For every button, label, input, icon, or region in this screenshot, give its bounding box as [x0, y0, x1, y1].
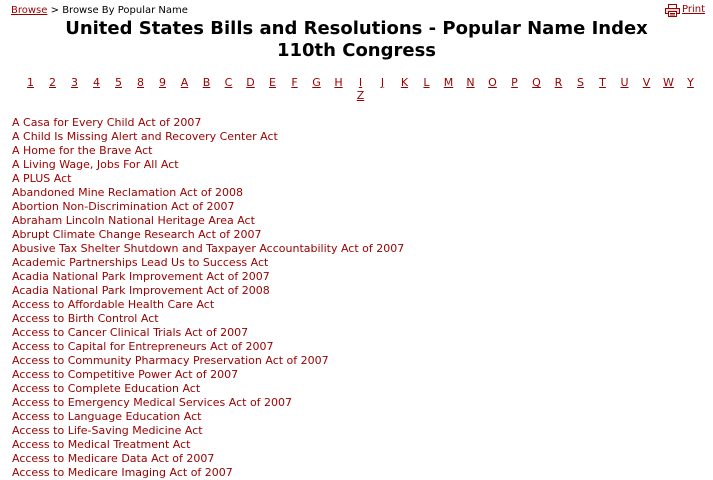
list-item — [12, 438, 404, 452]
alpha-index-link[interactable]: K — [400, 76, 409, 89]
list-item — [12, 256, 404, 270]
act-link[interactable]: A Home for the Brave Act — [12, 144, 153, 157]
act-link[interactable]: Access to Medicare Imaging Act of 2007 — [12, 466, 233, 479]
list-item — [12, 368, 404, 382]
list-item — [12, 354, 404, 368]
list-item — [12, 116, 404, 130]
list-item — [12, 270, 404, 284]
list-item — [12, 130, 404, 144]
act-link[interactable]: Acadia National Park Improvement Act of 2008 — [12, 284, 270, 297]
act-link[interactable]: Access to Language Education Act — [12, 410, 202, 423]
alpha-index-link[interactable]: L — [423, 76, 430, 89]
alpha-index-nav — [19, 76, 702, 102]
list-item — [12, 326, 404, 340]
list-item — [12, 312, 404, 326]
alpha-index-link[interactable]: 1 — [27, 76, 34, 89]
alpha-index-link[interactable]: 8 — [137, 76, 144, 89]
alpha-index-link[interactable]: A — [180, 76, 189, 89]
alpha-index-link[interactable]: B — [202, 76, 211, 89]
act-link[interactable]: Access to Cancer Clinical Trials Act of 2007 — [12, 326, 249, 339]
list-item — [12, 228, 404, 242]
print-link[interactable] — [665, 3, 705, 17]
act-link[interactable]: Abusive Tax Shelter Shutdown and Taxpayer Accountability Act of 2007 — [12, 242, 405, 255]
act-link[interactable]: Access to Birth Control Act — [12, 312, 159, 325]
list-item — [12, 158, 404, 172]
act-link[interactable]: Access to Capital for Entrepreneurs Act of 2007 — [12, 340, 274, 353]
breadcrumb-separator: > — [50, 5, 59, 16]
breadcrumb — [11, 4, 188, 17]
alpha-index-link[interactable]: S — [577, 76, 584, 89]
act-link[interactable]: Access to Community Pharmacy Preservation Act of 2007 — [12, 354, 329, 367]
alpha-index-link[interactable]: 9 — [159, 76, 166, 89]
alpha-index-link[interactable]: D — [246, 76, 255, 89]
act-link[interactable]: Access to Competitive Power Act of 2007 — [12, 368, 239, 381]
act-link[interactable]: Abandoned Mine Reclamation Act of 2008 — [12, 186, 243, 199]
page-title-line1: United States Bills and Resolutions - Popular Name Index — [65, 18, 648, 39]
list-item — [12, 284, 404, 298]
alpha-index-link[interactable]: Z — [356, 89, 365, 102]
alpha-index-link[interactable]: J — [380, 76, 385, 89]
alpha-index-link[interactable]: N — [466, 76, 475, 89]
alpha-index-link[interactable]: Y — [687, 76, 694, 89]
list-item — [12, 410, 404, 424]
alpha-index-link[interactable]: H — [334, 76, 343, 89]
printer-icon[interactable] — [665, 4, 680, 17]
alpha-index-link[interactable]: T — [599, 76, 606, 89]
alpha-index-link[interactable]: U — [620, 76, 629, 89]
list-item — [12, 340, 404, 354]
list-item — [12, 466, 404, 480]
alpha-index-link[interactable]: 4 — [93, 76, 100, 89]
alpha-index-link[interactable]: Q — [532, 76, 541, 89]
act-link[interactable]: A PLUS Act — [12, 172, 72, 185]
list-item — [12, 172, 404, 186]
alpha-index-link[interactable]: E — [269, 76, 276, 89]
page-title — [0, 18, 713, 62]
alpha-index-link[interactable]: F — [291, 76, 298, 89]
popular-name-list — [12, 116, 404, 480]
act-link[interactable]: A Child Is Missing Alert and Recovery Center Act — [12, 130, 278, 143]
list-item — [12, 396, 404, 410]
act-link[interactable]: A Casa for Every Child Act of 2007 — [12, 116, 202, 129]
act-link[interactable]: Access to Medical Treatment Act — [12, 438, 191, 451]
list-item — [12, 144, 404, 158]
list-item — [12, 452, 404, 466]
act-link[interactable]: Academic Partnerships Lead Us to Success Act — [12, 256, 269, 269]
act-link[interactable]: Access to Medicare Data Act of 2007 — [12, 452, 215, 465]
breadcrumb-current: Browse By Popular Name — [62, 5, 188, 16]
breadcrumb-browse-link[interactable]: Browse — [11, 5, 48, 16]
act-link[interactable]: Access to Complete Education Act — [12, 382, 201, 395]
alpha-index-link[interactable]: O — [488, 76, 497, 89]
alpha-index-link[interactable]: 5 — [115, 76, 122, 89]
alpha-index-link[interactable]: P — [511, 76, 518, 89]
act-link[interactable]: Abraham Lincoln National Heritage Area Act — [12, 214, 255, 227]
act-link[interactable]: Access to Affordable Health Care Act — [12, 298, 215, 311]
alpha-index-link[interactable]: W — [663, 76, 674, 89]
act-link[interactable]: Acadia National Park Improvement Act of 2007 — [12, 270, 270, 283]
alpha-index-link[interactable]: C — [224, 76, 233, 89]
alpha-index-link[interactable]: G — [312, 76, 321, 89]
act-link[interactable]: Abrupt Climate Change Research Act of 2007 — [12, 228, 262, 241]
act-link[interactable]: Abortion Non-Discrimination Act of 2007 — [12, 200, 235, 213]
alpha-index-link[interactable]: 3 — [71, 76, 78, 89]
list-item — [12, 424, 404, 438]
alpha-index-link[interactable]: R — [554, 76, 563, 89]
alpha-index-link[interactable]: V — [642, 76, 651, 89]
act-link[interactable]: A Living Wage, Jobs For All Act — [12, 158, 179, 171]
list-item — [12, 298, 404, 312]
alpha-index-link[interactable]: 2 — [49, 76, 56, 89]
list-item — [12, 242, 404, 256]
list-item — [12, 186, 404, 200]
list-item — [12, 200, 404, 214]
print-button[interactable]: Print — [681, 4, 705, 15]
list-item — [12, 382, 404, 396]
page-title-line2: 110th Congress — [276, 40, 437, 61]
act-link[interactable]: Access to Emergency Medical Services Act of 2007 — [12, 396, 293, 409]
alpha-index-link[interactable]: I — [358, 76, 363, 89]
act-link[interactable]: Access to Life-Saving Medicine Act — [12, 424, 203, 437]
alpha-index-link[interactable]: M — [443, 76, 454, 89]
list-item — [12, 214, 404, 228]
